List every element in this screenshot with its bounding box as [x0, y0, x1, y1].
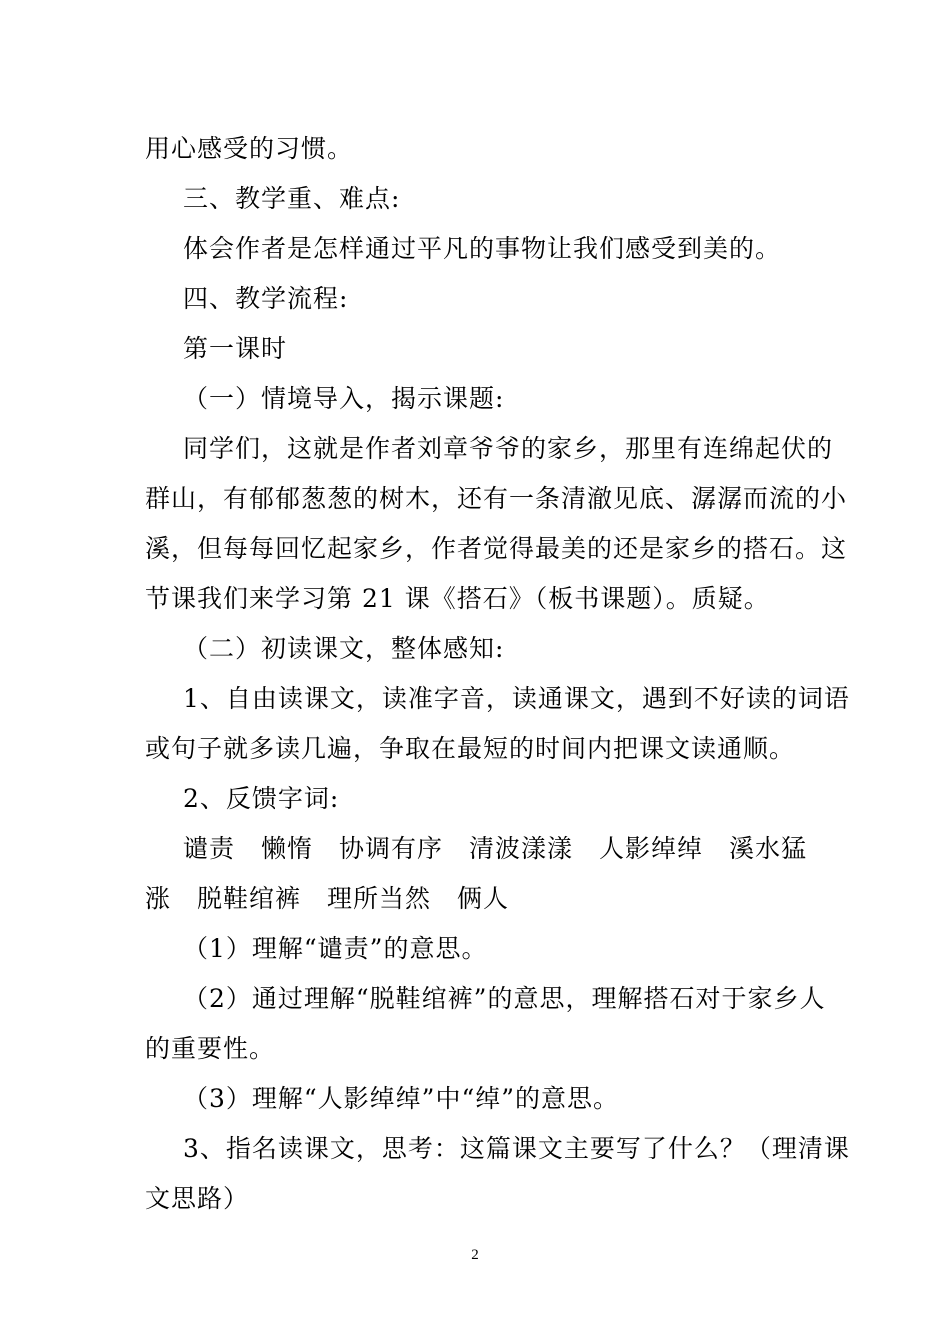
paragraph-line: 1、自由读课文，读准字音，读通课文，遇到不好读的词语 [183, 684, 850, 713]
paragraph-line: 或句子就多读几遍，争取在最短的时间内把课文读通顺。 [145, 734, 796, 763]
paragraph-line: 溪，但每每回忆起家乡，作者觉得最美的还是家乡的搭石。这 [145, 534, 848, 563]
paragraph-line: 2、反馈字词: [183, 784, 340, 813]
lesson-heading: 第一课时 [183, 334, 288, 363]
paragraph-line: （3）理解“人影绰绰”中“绰”的意思。 [183, 1084, 620, 1113]
paragraph-line: 体会作者是怎样通过平凡的事物让我们感受到美的。 [183, 234, 782, 263]
subsection-heading: （一）情境导入，揭示课题: [183, 384, 505, 413]
paragraph-line: 文思路） [145, 1184, 250, 1213]
paragraph-line: 的重要性。 [145, 1034, 276, 1063]
paragraph-line: （2）通过理解“脱鞋绾裤”的意思，理解搭石对于家乡人 [183, 984, 826, 1013]
vocabulary-line: 涨 脱鞋绾裤 理所当然 俩人 [145, 884, 510, 913]
page-number: 2 [471, 1247, 479, 1263]
paragraph-line: （1）理解“谴责”的意思。 [183, 934, 488, 963]
paragraph-line: 3、指名读课文，思考：这篇课文主要写了什么？（理清课 [183, 1134, 850, 1163]
paragraph-line: 节课我们来学习第 21 课《搭石》（板书课题）。质疑。 [145, 584, 770, 613]
subsection-heading: （二）初读课文，整体感知: [183, 634, 505, 663]
section-heading-key-points: 三、教学重、难点: [183, 184, 401, 213]
section-heading-process: 四、教学流程: [183, 284, 349, 313]
paragraph-line: 用心感受的习惯。 [145, 134, 354, 163]
paragraph-line: 同学们，这就是作者刘章爷爷的家乡，那里有连绵起伏的 [183, 434, 834, 463]
vocabulary-line: 谴责 懒惰 协调有序 清波漾漾 人影绰绰 溪水猛 [183, 834, 808, 863]
paragraph-line: 群山，有郁郁葱葱的树木，还有一条清澈见底、潺潺而流的小 [145, 484, 848, 513]
